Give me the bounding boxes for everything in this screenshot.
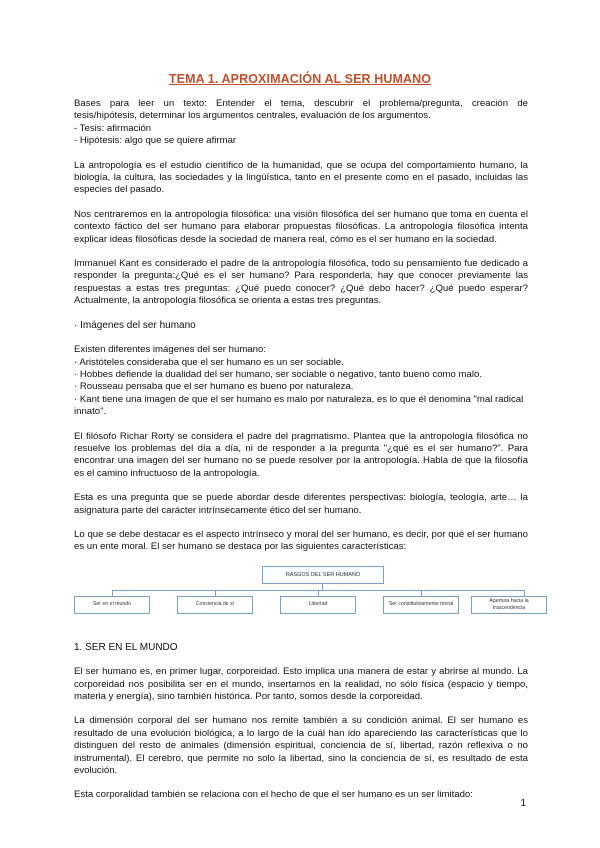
diagram-node: Apertura hacia la trascendencia bbox=[471, 596, 547, 614]
paragraph-caracteristicas: Lo que se debe destacar es el aspecto intrínseco y moral del ser humano, es decir, por qué el ser humano es un ente moral. El ser humano se destaca por las siguientes características: bbox=[74, 528, 528, 553]
rasgos-diagram bbox=[74, 566, 528, 632]
section-heading: 1. SER EN EL MUNDO bbox=[74, 641, 178, 653]
list-item: · Aristóteles consideraba que el ser humano es un ser sociable. bbox=[74, 356, 344, 368]
list-item: · Hobbes defiende la dualidad del ser humano, ser sociable o negativo, tanto bueno como malo. bbox=[74, 368, 482, 380]
paragraph-corporeidad: El ser humano es, en primer lugar, corporeidad. Esto implica una manera de estar y abrirse al mundo. La corporeidad nos posibilita ser en el mundo, insertarnos en la realidad, no sólo física (espacio y tiempo, materia y energía), sino también histórica. Por tanto, somos desde la corporeidad. bbox=[74, 666, 528, 702]
diagram-node: Ser en el mundo bbox=[74, 596, 150, 614]
page-number: 1 bbox=[520, 798, 526, 809]
intro-line: - Tesis: afirmación bbox=[74, 122, 152, 134]
diagram-root-node: RASGOS DEL SER HUMANO bbox=[262, 566, 384, 584]
diagram-node: Conciencia de sí bbox=[177, 596, 253, 614]
imagenes-intro: Existen diferentes imágenes del ser humano: bbox=[74, 344, 266, 356]
intro-line: Bases para leer un texto: Entender el tema, descubrir el problema/pregunta, creación de bbox=[74, 98, 528, 109]
paragraph-antropologia-filosofica: Nos centraremos en la antropología filosófica: una visión filosófica del ser humano que toma en cuenta el contexto fáctico del ser humano para elaborar propuestas filosóficas. La antropología filosófica intenta explicar ideas filosóficas desde la sociedad de manera real, cómo es el ser humano en la sociedad. bbox=[74, 208, 528, 245]
paragraph-rorty: El filósofo Richar Rorty se considera el padre del pragmatismo. Plantea que la antropología filosófica no resuelve los problemas del día a día, ni de responder a la pregunta "¿qué es el ser humano?". Para encontrar una imagen del ser humano no se puede resolver por la antropología. Habla de que la filosofía es el camino infructuoso de la antropología. bbox=[74, 430, 528, 479]
paragraph-limitado: Esta corporalidad también se relaciona con el hecho de que el ser humano es un ser limitado: bbox=[74, 789, 473, 801]
diagram-node: Libertad bbox=[280, 596, 356, 614]
paragraph-dimension-corporal: La dimensión corporal del ser humano nos remite también a su condición animal. El ser humano es resultado de una evolución biológica, a lo largo de la cuál han ido apareciendo las características que lo distinguen del resto de animales (dimensión espiritual, conciencia de sí, libertad, razón reflexiva o no instrumental). El cerebro, que permite no solo la libertad, sino la conciencia de sí, es resultado de esta evolución. bbox=[74, 715, 528, 777]
list-item: · Kant tiene una imagen de que el ser humano es malo por naturaleza, es lo que él denomina "mal radical innato". bbox=[74, 393, 524, 418]
intro-block bbox=[74, 98, 528, 148]
intro-line: - Hipótesis: algo que se quiere afirmar bbox=[74, 135, 237, 147]
document-body bbox=[74, 98, 528, 814]
paragraph-antropologia: La antropología es el estudio científico de la humanidad, que se ocupa del comportamiento humano, la biología, la cultura, las sociedades y la lingüística, tanto en el presente como en el pasado, incluidas las especies del pasado. bbox=[74, 159, 528, 196]
imagenes-heading: · Imágenes del ser humano bbox=[74, 319, 196, 331]
diagram-node: Ser constitutivamente moral bbox=[383, 596, 459, 614]
imagenes-list bbox=[74, 344, 528, 418]
intro-line: tesis/hipótesis, determinar los argumentos centrales, evaluación de los argumentos. bbox=[74, 110, 431, 122]
list-item: · Rousseau pensaba que el ser humano es bueno por naturaleza. bbox=[74, 381, 354, 393]
page-title: TEMA 1. APROXIMACIÓN AL SER HUMANO bbox=[168, 72, 432, 86]
paragraph-perspectivas: Esta es una pregunta que se puede abordar desde diferentes perspectivas: biología, teología, arte… la asignatura parte del carácter intrínsecamente ético del ser humano. bbox=[74, 492, 528, 516]
paragraph-kant: Immanuel Kant es considerado el padre de la antropología filosófica, todo su pensamiento fue dedicado a responder la pregunta:¿Qué es el ser humano? Para responderla, hay que conocer previamente las respuestas a estas tres preguntas: ¿Qué puedo conocer? ¿Qué debo hacer? ¿Qué puedo esperar? Actualmente, la antropología filosófica se orienta a estas tres preguntas. bbox=[74, 258, 528, 307]
